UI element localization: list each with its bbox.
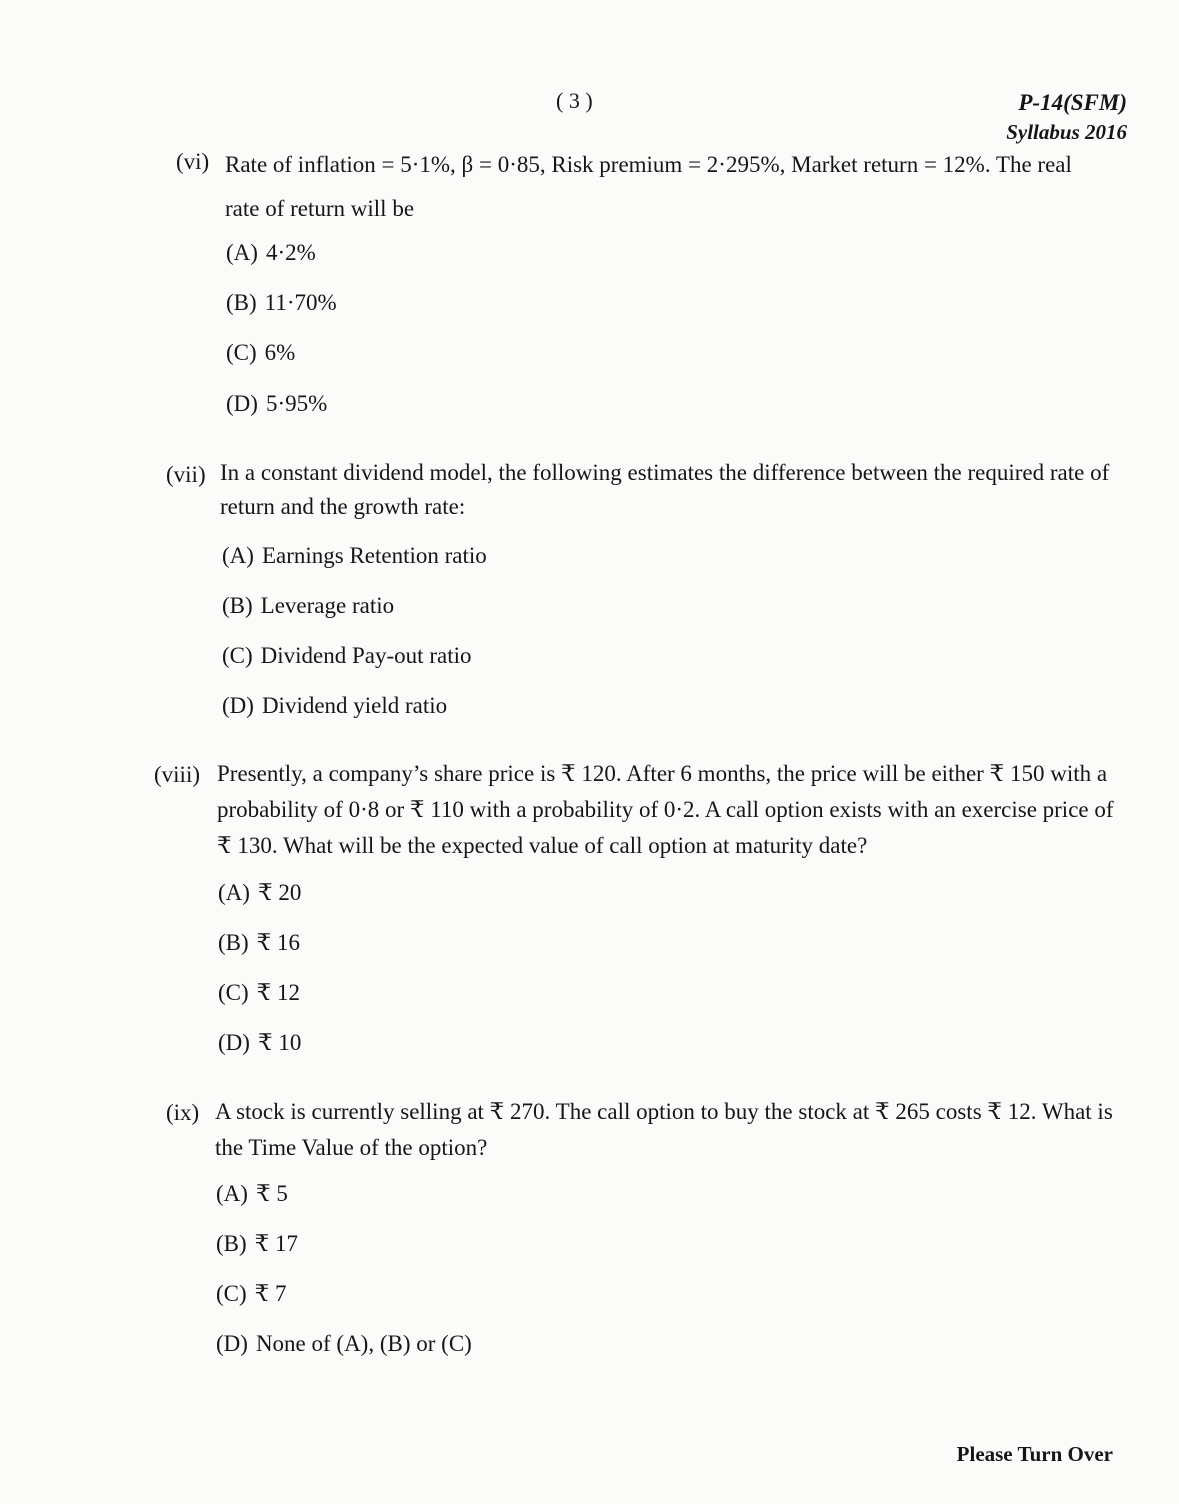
option-text: ₹ 20 xyxy=(257,880,302,905)
option-label: (A) xyxy=(222,543,254,568)
option-text: None of (A), (B) or (C) xyxy=(255,1331,472,1356)
please-turn-over-note: Please Turn Over xyxy=(956,1442,1113,1466)
option-viii-b xyxy=(218,930,300,956)
option-label: (C) xyxy=(216,1281,247,1306)
syllabus-label: Syllabus 2016 xyxy=(1006,120,1127,144)
question-number: (viii) xyxy=(154,762,200,787)
option-label: (D) xyxy=(218,1030,250,1055)
option-text: Earnings Retention ratio xyxy=(261,543,487,568)
option-text: ₹ 12 xyxy=(256,980,301,1005)
option-ix-c xyxy=(216,1281,287,1307)
option-ix-a xyxy=(216,1181,288,1207)
question-number: (vi) xyxy=(176,149,210,174)
option-ix-d xyxy=(216,1331,472,1357)
option-label: (B) xyxy=(216,1231,247,1256)
option-viii-d xyxy=(218,1030,301,1056)
option-vi-d xyxy=(226,391,327,417)
option-ix-b xyxy=(216,1231,298,1257)
option-text: ₹ 5 xyxy=(255,1181,288,1206)
option-text: 4·2% xyxy=(265,240,316,265)
option-viii-a xyxy=(218,880,301,906)
option-text: ₹ 16 xyxy=(256,930,301,955)
option-label: (D) xyxy=(222,693,254,718)
page-number: ( 3 ) xyxy=(556,88,593,113)
option-label: (D) xyxy=(226,391,258,416)
option-viii-c xyxy=(218,980,300,1006)
option-text: Dividend yield ratio xyxy=(261,693,448,718)
option-text: ₹ 17 xyxy=(254,1231,299,1256)
option-text: ₹ 10 xyxy=(257,1030,302,1055)
option-vii-d xyxy=(222,693,447,719)
question-stem: A stock is currently selling at ₹ 270. The call option to buy the stock at ₹ 265 costs ₹ 12. What is the Time Value of the option? xyxy=(215,1099,1113,1160)
option-text: ₹ 7 xyxy=(254,1281,287,1306)
option-label: (A) xyxy=(226,240,258,265)
option-label: (A) xyxy=(216,1181,248,1206)
option-vi-c xyxy=(226,340,295,366)
option-label: (A) xyxy=(218,880,250,905)
option-label: (B) xyxy=(222,593,253,618)
option-vii-a xyxy=(222,543,487,569)
option-text: 11·70% xyxy=(264,290,337,315)
option-vii-b xyxy=(222,593,394,619)
option-text: 6% xyxy=(264,340,296,365)
option-text: 5·95% xyxy=(265,391,328,416)
option-text: Leverage ratio xyxy=(260,593,395,618)
question-stem: Presently, a company’s share price is ₹ 120. After 6 months, the price will be either ₹ 150 with a probability of 0·8 or ₹ 110 with a probability of 0·2. A call option exists with an exercise price of ₹ 130. What will be the expected value of call option at maturity date? xyxy=(217,761,1114,858)
option-vii-c xyxy=(222,643,471,669)
option-label: (B) xyxy=(226,290,257,315)
option-label: (C) xyxy=(226,340,257,365)
question-stem: In a constant dividend model, the following estimates the difference between the required rate of return and the growth rate: xyxy=(220,460,1110,519)
question-stem: Rate of inflation = 5·1%, β = 0·85, Risk premium = 2·295%, Market return = 12%. The real rate of return will be xyxy=(225,152,1072,221)
option-text: Dividend Pay-out ratio xyxy=(260,643,472,668)
option-label: (C) xyxy=(222,643,253,668)
option-label: (B) xyxy=(218,930,249,955)
option-vi-a xyxy=(226,240,316,266)
option-vi-b xyxy=(226,290,337,316)
paper-code: P-14(SFM) xyxy=(1018,90,1127,115)
question-number: (vii) xyxy=(166,462,206,487)
question-number: (ix) xyxy=(166,1100,200,1125)
option-label: (C) xyxy=(218,980,249,1005)
option-label: (D) xyxy=(216,1331,248,1356)
